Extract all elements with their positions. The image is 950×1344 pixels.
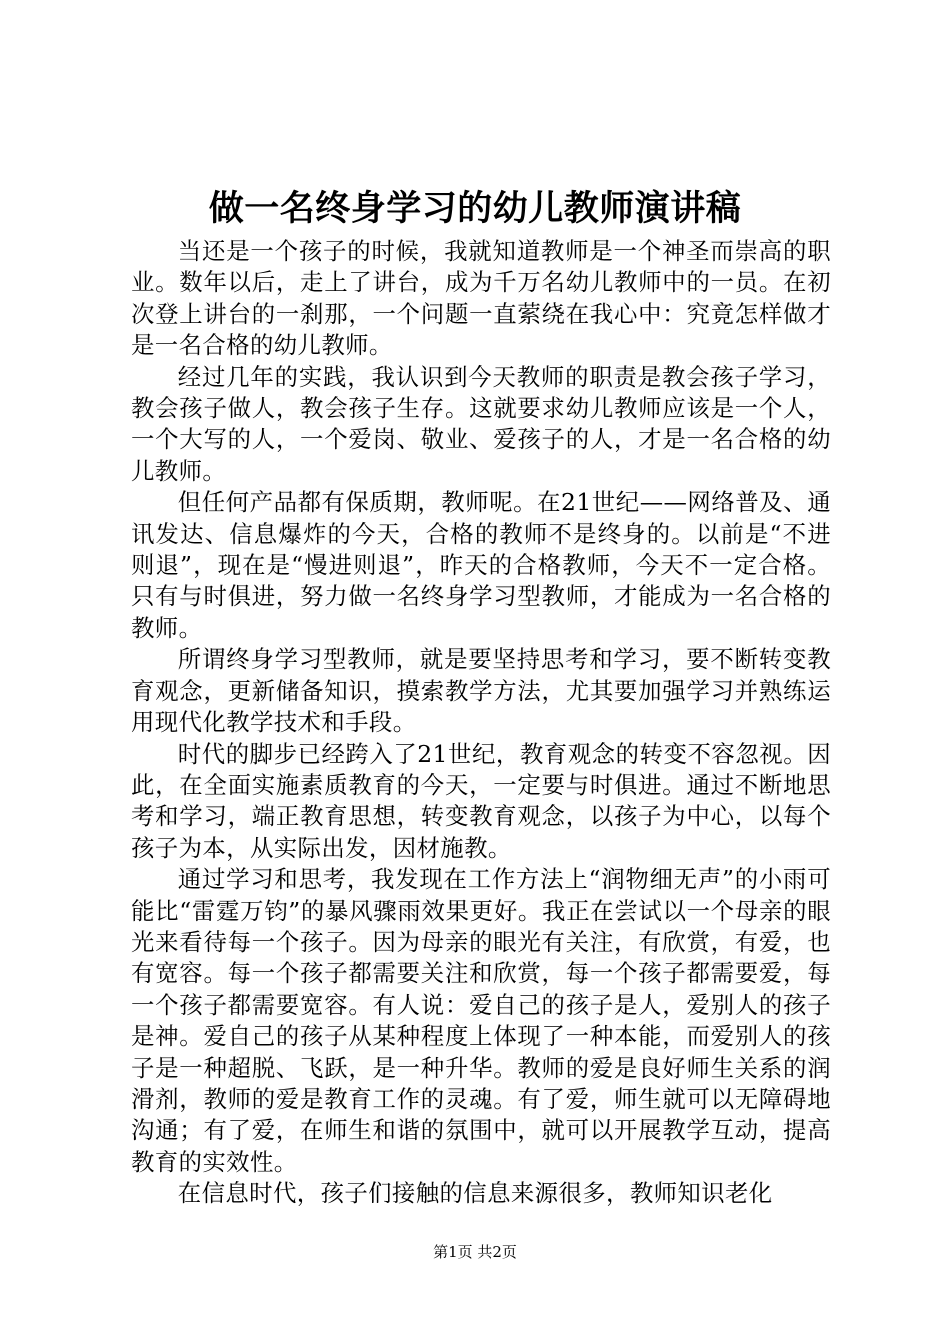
paragraph: 通过学习和思考，我发现在工作方法上“润物细无声”的小雨可能比“雷霆万钧”的暴风骤雨效果更好。我正在尝试以一个母亲的眼光来看待每一个孩子。因为母亲的眼光有关注，有欣赏，有爱，也有宽容。每一个孩子都需要关注和欣赏，每一个孩子都需要爱，每一个孩子都需要宽容。有人说：爱自己的孩子是人，爱别人的孩子是神。爱自己的孩子从某种程度上体现了一种本能，而爱别人的孩子是一种超脱、飞跃，是一种升华。教师的爱是良好师生关系的润滑剂，教师的爱是教育工作的灵魂。有了爱，师生就可以无障碍地沟通；有了爱，在师生和谐的氛围中，就可以开展教学互动，提高教育的实效性。 xyxy=(131,865,831,1176)
paragraph: 在信息时代，孩子们接触的信息来源很多，教师知识老化 xyxy=(177,1179,773,1208)
paragraph: 所谓终身学习型教师，就是要坚持思考和学习，要不断转变教育观念，更新储备知识，摸索教学方法，尤其要加强学习并熟练运用现代化教学技术和手段。 xyxy=(131,645,831,737)
document-title: 做一名终身学习的幼儿教师演讲稿 xyxy=(208,188,742,229)
document-body xyxy=(131,236,831,1210)
paragraph: 时代的脚步已经跨入了21世纪，教育观念的转变不容忽视。因此，在全面实施素质教育的今天，一定要与时俱进。通过不断地思考和学习，端正教育思想，转变教育观念，以孩子为中心，以每个孩子为本，从实际出发，因材施教。 xyxy=(131,739,831,862)
paragraph: 经过几年的实践，我认识到今天教师的职责是教会孩子学习，教会孩子做人，教会孩子生存。这就要求幼儿教师应该是一个人，一个大写的人，一个爱岗、敬业、爱孩子的人，才是一名合格的幼儿教师。 xyxy=(131,362,831,485)
paragraph: 但任何产品都有保质期，教师呢。在21世纪——网络普及、通讯发达、信息爆炸的今天，合格的教师不是终身的。以前是“不进则退”，现在是“慢进则退”，昨天的合格教师，今天不一定合格。只有与时俱进，努力做一名终身学习型教师，才能成为一名合格的教师。 xyxy=(131,488,831,642)
page-footer: 第1页 共2页 xyxy=(433,1243,517,1261)
paragraph: 当还是一个孩子的时候，我就知道教师是一个神圣而崇高的职业。数年以后，走上了讲台，成为千万名幼儿教师中的一员。在初次登上讲台的一刹那，一个问题一直萦绕在我心中：究竟怎样做才是一名合格的幼儿教师。 xyxy=(131,237,831,360)
